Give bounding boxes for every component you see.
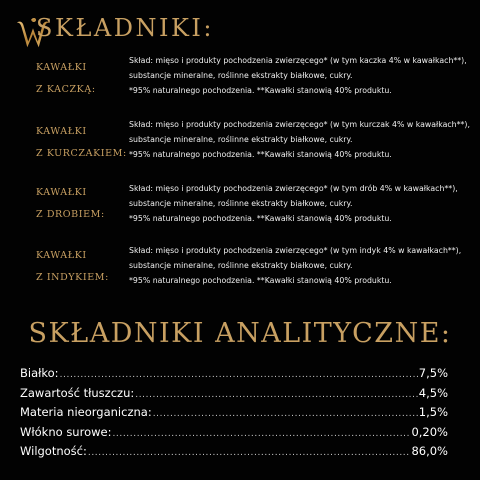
nutrient-name: Zawartość tłuszczu: bbox=[20, 385, 135, 400]
analytical-row-fibre bbox=[20, 425, 448, 445]
variant-label-line1: KAWAŁKI bbox=[36, 62, 87, 73]
analytical-row-ash bbox=[20, 405, 448, 425]
composition-footnote: *95% naturalnego pochodzenia. **Kawałki stanowią 40% produktu. bbox=[129, 214, 392, 223]
variant-label-line2: Z DROBIEM: bbox=[36, 209, 105, 220]
analytical-table bbox=[20, 366, 448, 464]
nutrient-value: 7,5% bbox=[418, 366, 448, 380]
nutrient-name: Białko: bbox=[20, 366, 59, 380]
variant-composition bbox=[129, 181, 474, 226]
variant-label bbox=[36, 126, 126, 159]
nutrient-value: 1,5% bbox=[418, 405, 448, 419]
composition-line: Skład: mięso i produkty pochodzenia zwierzęcego* (w tym indyk 4% w kawałkach**), bbox=[129, 246, 462, 255]
composition-line: Skład: mięso i produkty pochodzenia zwierzęcego* (w tym kaczka 4% w kawałkach**), bbox=[129, 56, 467, 65]
analytical-row-protein bbox=[20, 366, 448, 386]
nutrient-value: 0,20% bbox=[411, 424, 448, 439]
variant-label-line2: Z KURCZAKIEM: bbox=[36, 148, 127, 159]
variant-label bbox=[36, 250, 126, 283]
nutrient-name: Włókno surowe: bbox=[20, 424, 112, 439]
variant-label-line1: KAWAŁKI bbox=[36, 250, 87, 261]
composition-footnote: *95% naturalnego pochodzenia. **Kawałki stanowią 40% produktu. bbox=[129, 86, 392, 95]
variant-composition bbox=[129, 53, 474, 98]
leader-dots bbox=[60, 370, 418, 380]
variant-label-line1: KAWAŁKI bbox=[36, 126, 87, 137]
composition-line: Skład: mięso i produkty pochodzenia zwierzęcego* (w tym drób 4% w kawałkach**), bbox=[129, 184, 458, 193]
composition-line: substancje mineralne, roślinne ekstrakty białkowe, cukry. bbox=[129, 261, 353, 270]
analytical-row-moisture bbox=[20, 444, 448, 464]
variant-label-line2: Z INDYKIEM: bbox=[36, 272, 109, 283]
variant-label bbox=[36, 62, 126, 95]
nutrient-name: Materia nieorganiczna: bbox=[20, 405, 152, 419]
composition-line: substancje mineralne, roślinne ekstrakty białkowe, cukry. bbox=[129, 71, 353, 80]
leader-dots bbox=[135, 390, 418, 400]
composition-line: substancje mineralne, roślinne ekstrakty białkowe, cukry. bbox=[129, 135, 353, 144]
variant-label bbox=[36, 187, 126, 220]
analytical-title: SKŁADNIKI ANALITYCZNE: bbox=[28, 318, 452, 349]
nutrient-name: Wilgotność: bbox=[20, 444, 87, 458]
composition-footnote: *95% naturalnego pochodzenia. **Kawałki stanowią 40% produktu. bbox=[129, 150, 392, 159]
composition-footnote: *95% naturalnego pochodzenia. **Kawałki stanowią 40% produktu. bbox=[129, 276, 392, 285]
variant-label-line2: Z KACZKĄ: bbox=[36, 84, 96, 95]
variant-composition bbox=[129, 117, 474, 162]
variant-label-line1: KAWAŁKI bbox=[36, 187, 87, 198]
leader-dots bbox=[112, 429, 410, 439]
leader-dots bbox=[88, 448, 411, 458]
nutrient-value: 4,5% bbox=[418, 385, 448, 400]
leader-dots bbox=[153, 409, 418, 419]
ingredients-title: SKŁADNIKI: bbox=[36, 14, 214, 42]
composition-line: Skład: mięso i produkty pochodzenia zwierzęcego* (w tym kurczak 4% w kawałkach**), bbox=[129, 120, 470, 129]
composition-line: substancje mineralne, roślinne ekstrakty białkowe, cukry. bbox=[129, 199, 353, 208]
variant-composition bbox=[129, 243, 474, 288]
analytical-row-fat bbox=[20, 386, 448, 406]
nutrient-value: 86,0% bbox=[411, 444, 448, 458]
